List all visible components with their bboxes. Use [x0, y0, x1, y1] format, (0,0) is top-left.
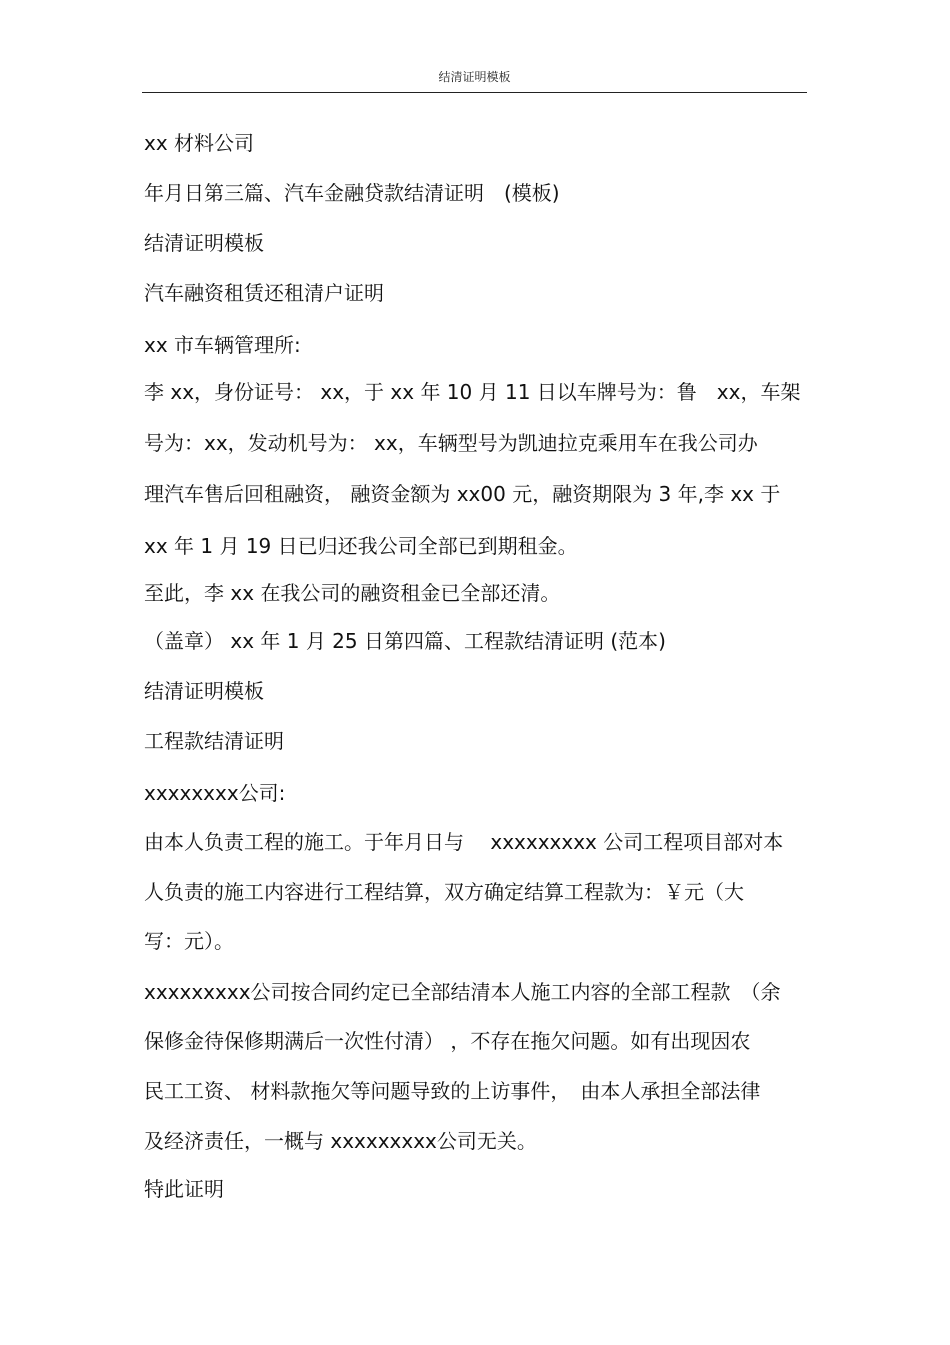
body-paragraph-line: 写：元）。 — [144, 929, 234, 953]
body-paragraph-line: 人负责的施工内容进行工程结算，双方确定结算工程款为：￥元（大 — [144, 880, 744, 904]
template-heading-line: 结清证明模板 — [144, 679, 264, 703]
addressee-line: xx 市车辆管理所: — [144, 333, 301, 357]
body-paragraph-line: 由本人负责工程的施工。于年月日与 xxxxxxxxx 公司工程项目部对本 — [144, 830, 784, 854]
body-paragraph-line: 保修金待保修期满后一次性付清） ，不存在拖欠问题。如有出现因农 — [144, 1029, 751, 1053]
section-title-line: 年月日第三篇、汽车金融贷款结清证明 (模板) — [144, 181, 560, 205]
body-paragraph-line: xxxxxxxxx公司按合同约定已全部结清本人施工内容的全部工程款 （余 — [144, 980, 781, 1004]
page-header — [142, 64, 807, 93]
body-paragraph-line: 至此，李 xx 在我公司的融资租金已全部还清。 — [144, 581, 561, 605]
certificate-title-line: 汽车融资租赁还租清户证明 — [144, 281, 384, 305]
certificate-title-line: 工程款结清证明 — [144, 729, 284, 753]
company-name-line: xx 材料公司 — [144, 131, 255, 155]
template-heading-line: 结清证明模板 — [144, 231, 264, 255]
header-title: 结清证明模板 — [438, 70, 511, 84]
seal-date-line: （盖章） xx 年 1 月 25 日第四篇、工程款结清证明 (范本) — [144, 629, 666, 653]
addressee-line: xxxxxxxx公司: — [144, 781, 286, 805]
body-paragraph-line: xx 年 1 月 19 日已归还我公司全部已到期租金。 — [144, 534, 578, 558]
closing-line: 特此证明 — [144, 1177, 224, 1201]
body-paragraph-line: 民工工资、 材料款拖欠等问题导致的上访事件， 由本人承担全部法律 — [144, 1079, 761, 1103]
body-paragraph-line: 理汽车售后回租融资， 融资金额为 xx00 元，融资期限为 3 年,李 xx 于 — [144, 482, 781, 506]
body-paragraph-line: 李 xx，身份证号： xx，于 xx 年 10 月 11 日以车牌号为：鲁 xx，车架 — [144, 380, 801, 404]
body-paragraph-line: 及经济责任，一概与 xxxxxxxxx公司无关。 — [144, 1129, 537, 1153]
body-paragraph-line: 号为：xx，发动机号为： xx，车辆型号为凯迪拉克乘用车在我公司办 — [144, 431, 758, 455]
